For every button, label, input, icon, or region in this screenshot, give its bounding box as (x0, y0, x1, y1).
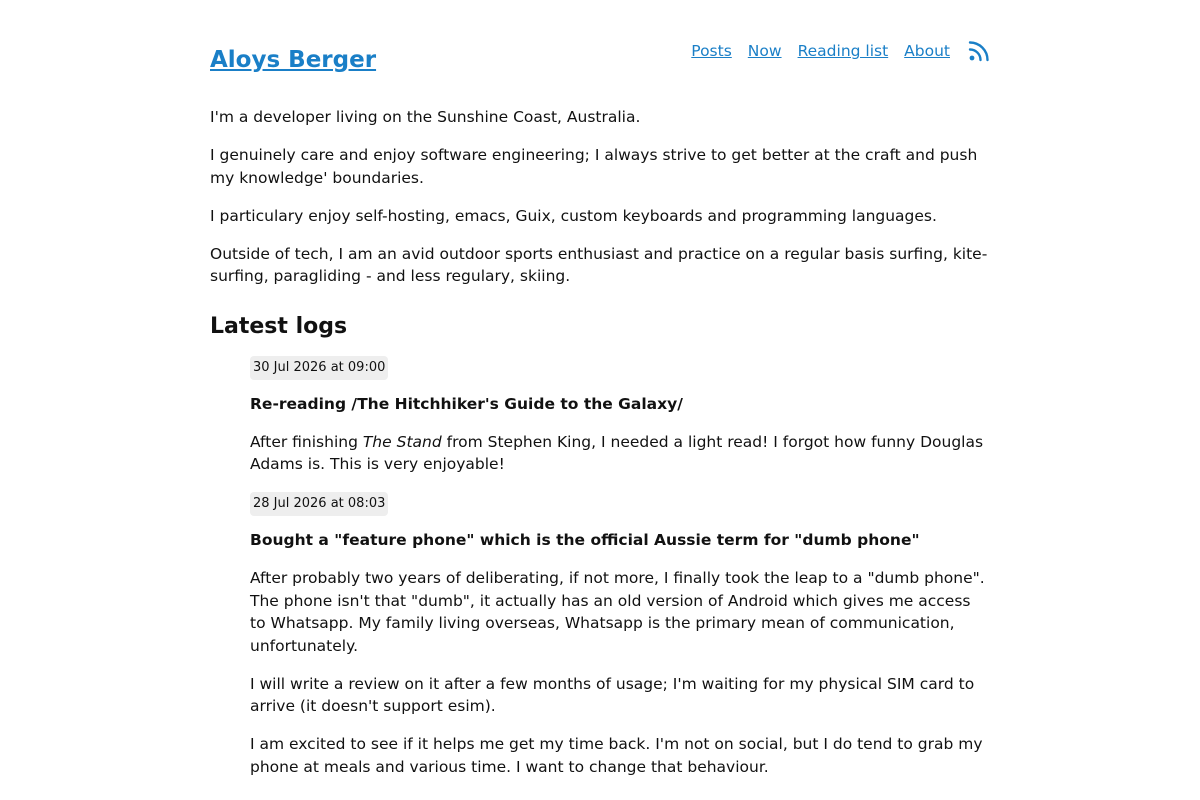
intro-paragraph: I genuinely care and enjoy software engineering; I always strive to get better at the craft and push my knowledge' boundaries. (210, 146, 978, 187)
log-body: After probably two years of deliberating, if not more, I finally took the leap to a "dumb phone". The phone isn't that "dumb", it actually has an old version of Android which gives me access to Whatsapp. My family living overseas, Whatsapp is the primary mean of communication, unfortunately. (250, 569, 985, 655)
page (210, 0, 990, 778)
log-body: I will write a review on it after a few months of usage; I'm waiting for my physical SIM card to arrive (it doesn't support esim). (250, 674, 975, 715)
site-header (210, 0, 990, 100)
nav-now[interactable]: Now (747, 42, 782, 60)
log-date-badge: 30 Jul 2026 at 09:00 (250, 356, 388, 380)
log-body (250, 431, 990, 476)
log-entry (250, 355, 990, 476)
rss-icon[interactable] (968, 40, 990, 62)
intro-paragraph: I particulary enjoy self-hosting, emacs, Guix, custom keyboards and programming languages. (210, 206, 937, 225)
intro-paragraph: I'm a developer living on the Sunshine Coast, Australia. (210, 108, 641, 126)
log-body-text: After finishing (250, 432, 363, 451)
log-body: I am excited to see if it helps me get my time back. I'm not on social, but I do tend to grab my phone at meals and various time. I want to change that behaviour. (250, 735, 983, 776)
nav-about[interactable]: About (904, 42, 950, 60)
logs-list (250, 355, 990, 779)
intro-section (210, 106, 990, 288)
log-body-emphasis: The Stand (362, 432, 442, 451)
log-date-badge: 28 Jul 2026 at 08:03 (250, 492, 388, 516)
latest-logs-heading: Latest logs (210, 313, 348, 339)
log-body-text: from Stephen King, I needed a light read! I forgot how funny Douglas Adams is. This is very enjoyable! (250, 432, 984, 473)
nav-posts[interactable]: Posts (691, 42, 732, 60)
log-title: Bought a "feature phone" which is the official Aussie term for "dumb phone" (250, 531, 920, 549)
main-nav (691, 39, 990, 63)
site-title-link[interactable]: Aloys Berger (210, 47, 377, 73)
nav-reading-list[interactable]: Reading list (797, 42, 889, 60)
log-title: Re-reading /The Hitchhiker's Guide to the Galaxy/ (250, 394, 683, 413)
intro-paragraph: Outside of tech, I am an avid outdoor sports enthusiast and practice on a regular basis surfing, kite-surfing, paragliding - and less regulary, skiing. (210, 244, 988, 285)
log-entry (250, 491, 990, 778)
